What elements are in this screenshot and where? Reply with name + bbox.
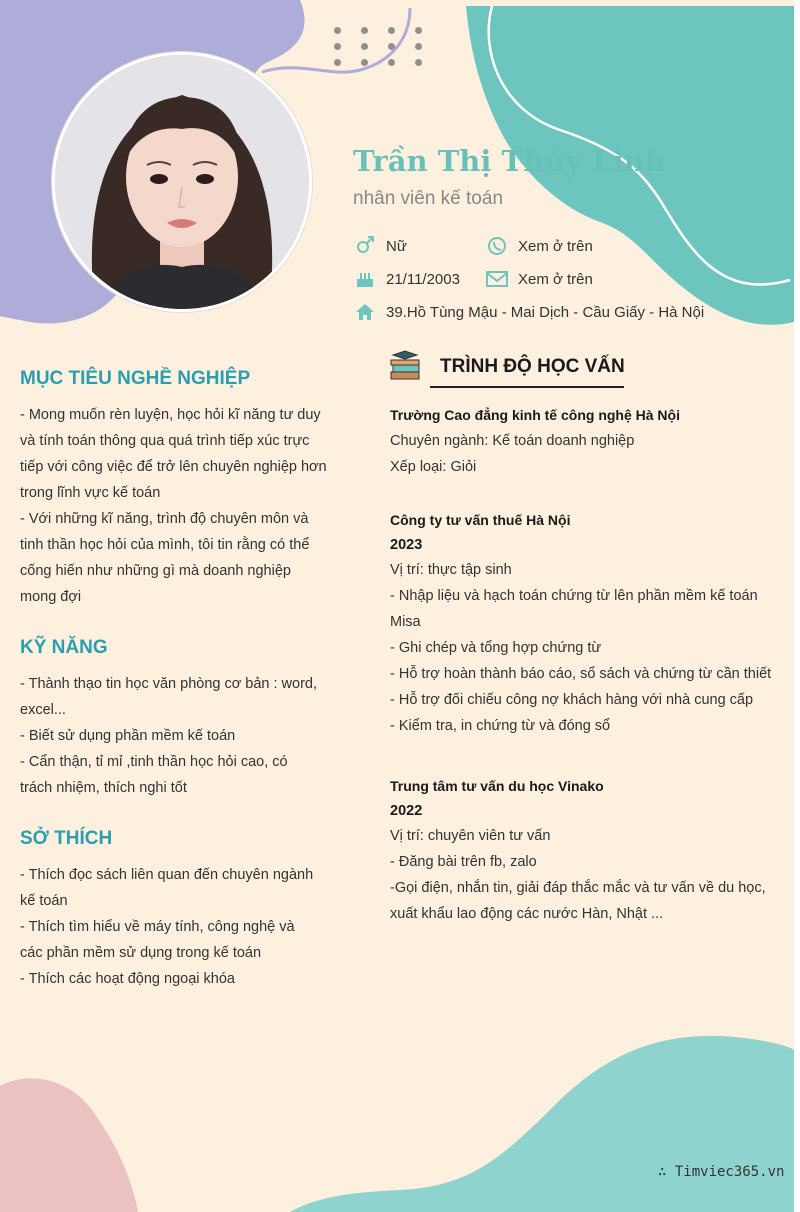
email-row <box>486 269 593 289</box>
teal-bottom-blob <box>290 1036 794 1212</box>
major: Chuyên ngành: Kế toán doanh nghiệp <box>390 433 635 449</box>
school-name: Trường Cao đẳng kinh tế công nghệ Hà Nội <box>390 407 680 423</box>
gender-icon <box>354 236 376 256</box>
skills-line: - Thành thạo tin học văn phòng cơ bản : word, excel... <box>20 676 318 718</box>
brand-watermark: ∴ Timviec365.vn <box>658 1164 785 1180</box>
grade: Xếp loại: Giỏi <box>390 459 477 475</box>
experience-task: -Gọi điện, nhắn tin, giải đáp thắc mắc và tư vấn về du học, xuất khẩu lao động các nước Hàn, Nhật ... <box>390 880 766 922</box>
profile-photo <box>52 52 312 312</box>
experience-task: - Ghi chép và tổng hợp chứng từ <box>390 640 602 656</box>
objective-heading: MỤC TIÊU NGHỀ NGHIỆP <box>20 368 251 389</box>
address-row <box>354 302 704 322</box>
skills-line: - Biết sử dụng phần mềm kế toán <box>20 728 236 744</box>
hobbies-content <box>20 862 320 992</box>
email-icon <box>486 269 508 289</box>
objective-line: - Với những kĩ năng, trình độ chuyên môn và tinh thần học hỏi của mình, tôi tin rằng có thể cống hiến như những gì mà doanh nghiệp mong đợi <box>20 511 310 605</box>
phone-value: Xem ở trên <box>518 237 593 255</box>
candidate-name: Trần Thị Thùy Linh <box>353 144 666 178</box>
objective-content <box>20 402 330 610</box>
company-name: Công ty tư vấn thuế Hà Nội <box>390 512 571 528</box>
books-graduation-icon <box>388 350 422 382</box>
birthday-value: 21/11/2003 <box>386 270 460 288</box>
skills-content <box>20 671 320 801</box>
hobbies-heading: SỞ THÍCH <box>20 828 113 849</box>
experience-year: 2023 <box>390 537 423 553</box>
experience-item-1 <box>390 507 780 739</box>
hobbies-line: - Thích tìm hiểu về máy tính, công nghệ và các phần mềm sử dụng trong kế toán <box>20 919 295 961</box>
address-value: 39.Hồ Tùng Mậu - Mai Dịch - Cầu Giấy - Hà Nội <box>386 303 705 321</box>
education-heading <box>388 350 628 390</box>
experience-year: 2022 <box>390 803 423 819</box>
decorative-dots <box>334 27 424 67</box>
experience-task: - Nhập liệu và hạch toán chứng từ lên phần mềm kế toán Misa <box>390 588 758 630</box>
hobbies-line: - Thích các hoạt động ngoại khóa <box>20 971 235 987</box>
experience-task: - Hỗ trợ đối chiếu công nợ khách hàng với nhà cung cấp <box>390 692 754 708</box>
gender-row <box>354 236 407 256</box>
phone-row <box>486 236 593 256</box>
pink-blob <box>0 1078 138 1212</box>
phone-icon <box>486 236 508 256</box>
experience-task: - Đăng bài trên fb, zalo <box>390 854 537 870</box>
experience-item-2 <box>390 773 780 927</box>
experience-position: Vị trí: thực tập sinh <box>390 562 512 578</box>
birthday-row <box>354 269 460 289</box>
email-value: Xem ở trên <box>518 270 593 288</box>
skills-line: - Cẩn thận, tỉ mỉ ,tinh thần học hỏi cao, có trách nhiệm, thích nghi tốt <box>20 754 288 796</box>
job-title: nhân viên kế toán <box>353 188 504 209</box>
education-title: TRÌNH ĐỘ HỌC VẤN <box>440 356 625 377</box>
company-name: Trung tâm tư vấn du học Vinako <box>390 778 604 794</box>
education-content <box>390 402 780 480</box>
objective-line: - Mong muốn rèn luyện, học hỏi kĩ năng tư duy và tính toán thông qua quá trình tiếp xúc trực tiếp với công việc để trở lên chuyên nghiệp hơn trong lĩnh vực kế toán <box>20 407 327 501</box>
gender-value: Nữ <box>386 237 407 255</box>
experience-position: Vị trí: chuyên viên tư vấn <box>390 828 551 844</box>
skills-heading: KỸ NĂNG <box>20 637 108 658</box>
education-underline <box>430 386 624 388</box>
experience-task: - Hỗ trợ hoàn thành báo cáo, sổ sách và chứng từ cần thiết <box>390 666 772 682</box>
home-icon <box>354 302 376 322</box>
birthday-cake-icon <box>354 269 376 289</box>
hobbies-line: - Thích đọc sách liên quan đến chuyên ngành kế toán <box>20 867 314 909</box>
experience-task: - Kiểm tra, in chứng từ và đóng sổ <box>390 718 611 734</box>
